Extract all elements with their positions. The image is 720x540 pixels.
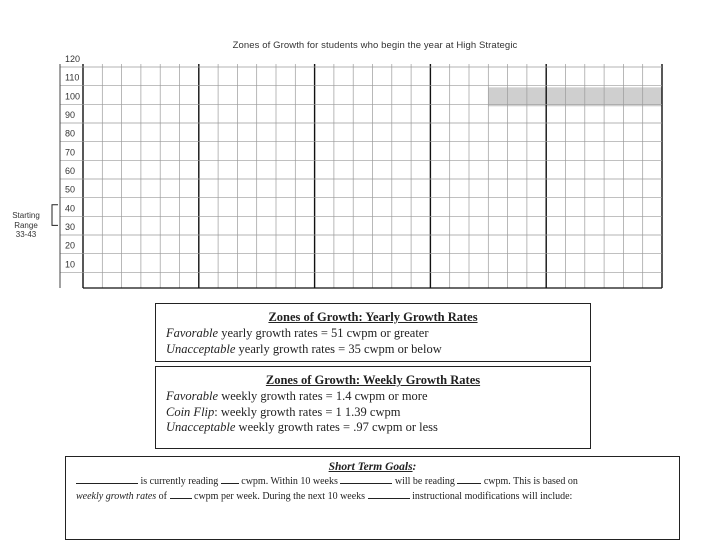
weekly-unacceptable-term: Unacceptable bbox=[166, 420, 236, 434]
weekly-favorable-text: weekly growth rates = 1.4 cwpm or more bbox=[218, 389, 428, 403]
weekly-rate-blank[interactable] bbox=[170, 489, 192, 499]
highlight-band bbox=[488, 87, 662, 106]
modifications-blank[interactable] bbox=[368, 489, 410, 499]
starting-range-label bbox=[4, 211, 48, 240]
goals-title bbox=[66, 461, 679, 473]
y-tick-label: 80 bbox=[65, 128, 76, 139]
goals-line-2 bbox=[66, 489, 679, 504]
goals-line1-c: will be reading bbox=[392, 476, 458, 487]
weekly-unacceptable-line bbox=[156, 420, 590, 436]
starting-range-line3: 33-43 bbox=[15, 230, 37, 239]
current-cwpm-blank[interactable] bbox=[221, 474, 239, 484]
goals-line1-d: cwpm. This is based on bbox=[481, 476, 578, 487]
y-tick-label: 10 bbox=[65, 259, 76, 270]
goals-title-text: Short Term Goals bbox=[328, 461, 413, 473]
goal-cwpm-blank[interactable] bbox=[457, 474, 481, 484]
y-tick-label: 40 bbox=[65, 203, 76, 214]
yearly-unacceptable-text: yearly growth rates = 35 cwpm or below bbox=[235, 341, 442, 356]
yearly-growth-box bbox=[155, 303, 591, 362]
y-tick-label: 110 bbox=[65, 72, 80, 83]
yearly-favorable-term: Favorable bbox=[166, 326, 219, 340]
weekly-unacceptable-text: weekly growth rates = .97 cwpm or less bbox=[235, 420, 438, 434]
goals-line1-a: is currently reading bbox=[138, 476, 221, 487]
y-tick-label: 120 bbox=[65, 54, 81, 64]
weekly-coin-flip-term: Coin Flip bbox=[166, 404, 215, 419]
goals-title-colon: : bbox=[412, 461, 417, 473]
short-term-goals-box bbox=[65, 456, 680, 540]
goals-line1-b: cwpm. Within 10 weeks bbox=[238, 476, 341, 487]
goals-line2-a: of bbox=[156, 491, 170, 502]
goals-line-1 bbox=[66, 474, 679, 489]
weekly-favorable-term: Favorable bbox=[166, 389, 219, 403]
yearly-box-title: Zones of Growth: Yearly Growth Rates bbox=[268, 310, 478, 324]
weekly-growth-box bbox=[155, 366, 591, 449]
y-tick-label: 50 bbox=[65, 184, 76, 195]
weekly-box-title: Zones of Growth: Weekly Growth Rates bbox=[265, 373, 481, 387]
yearly-unacceptable-line bbox=[156, 342, 590, 358]
yearly-unacceptable-term: Unacceptable bbox=[166, 341, 236, 356]
page-title: Zones of Growth for students who begin the year at High Strategic bbox=[232, 40, 518, 51]
goals-line2-term: weekly growth rates bbox=[76, 491, 157, 502]
y-tick-label: 100 bbox=[65, 91, 81, 102]
starting-range-bracket bbox=[52, 205, 58, 226]
starting-range-line2: Range bbox=[14, 220, 38, 230]
y-tick-label: 30 bbox=[65, 222, 76, 232]
y-tick-label: 70 bbox=[65, 147, 76, 158]
y-tick-label: 20 bbox=[65, 240, 76, 251]
y-tick-label: 60 bbox=[65, 166, 76, 176]
weekly-coin-flip-line bbox=[156, 405, 590, 421]
weekly-favorable-line bbox=[156, 389, 590, 405]
starting-range-line1: Starting bbox=[12, 211, 40, 220]
weekly-coin-flip-text: : weekly growth rates = 1 1.39 cwpm bbox=[214, 404, 401, 419]
goals-line2-c: instructional modifications will include: bbox=[409, 491, 573, 502]
student-name-blank[interactable] bbox=[76, 474, 138, 484]
goals-line2-b: cwpm per week. During the next 10 weeks bbox=[191, 491, 368, 502]
student-name-blank-2[interactable] bbox=[340, 474, 392, 484]
yearly-favorable-text: yearly growth rates = 51 cwpm or greater bbox=[218, 326, 429, 340]
yearly-favorable-line bbox=[156, 326, 590, 342]
y-tick-label: 90 bbox=[65, 110, 76, 120]
